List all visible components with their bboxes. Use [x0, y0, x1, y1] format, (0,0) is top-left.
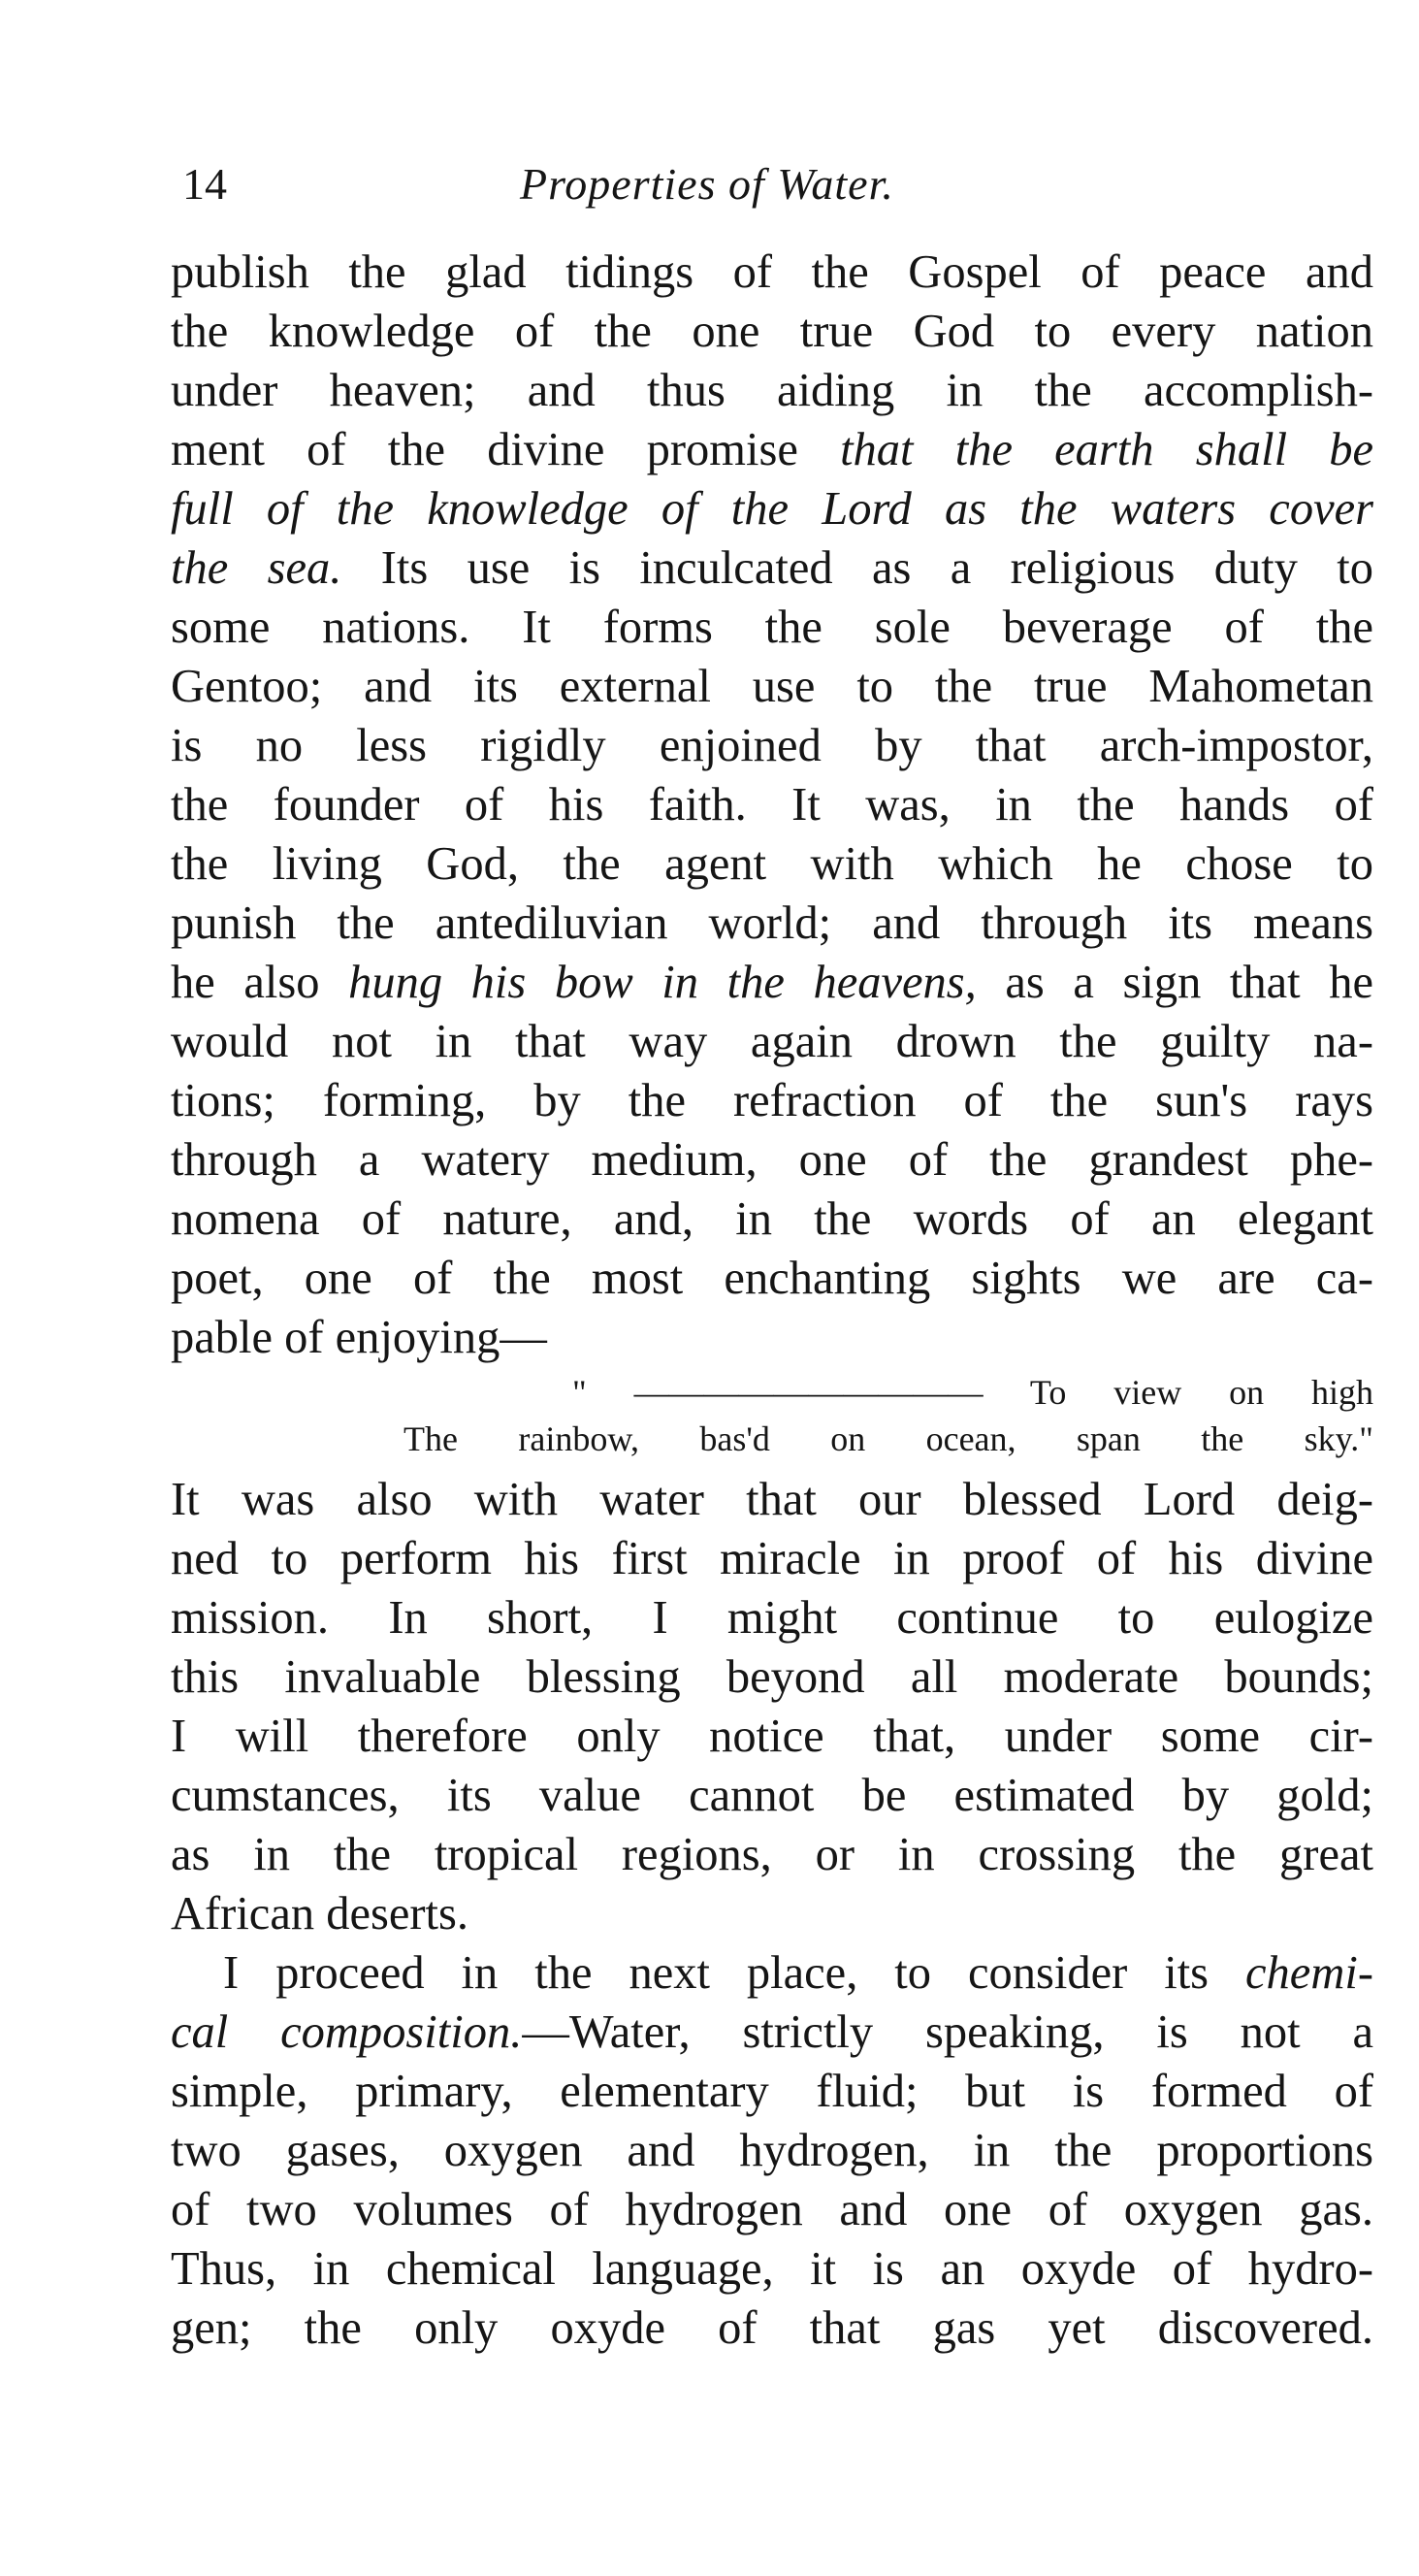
- text-line: Thus, in chemical language, it is an oxyde of hydro-: [171, 2243, 1373, 2295]
- text-line: [171, 2003, 1373, 2062]
- text-span: —Water, strictly speaking, is not a: [522, 2006, 1373, 2058]
- italic-text: hung his bow in the heavens,: [348, 957, 977, 1008]
- text-line: [171, 479, 1373, 538]
- text-line: some nations. It forms the sole beverage of the: [171, 602, 1373, 653]
- text-span: ment of the divine promise: [171, 424, 798, 475]
- text-line: the living God, the agent with which he chose to: [171, 838, 1373, 890]
- text-line: pable of enjoying—: [171, 1312, 547, 1363]
- text-line: [171, 538, 1373, 598]
- text-line: ned to perform his first miracle in proof of his divine: [171, 1533, 1373, 1584]
- running-title: Properties of Water.: [520, 159, 894, 209]
- text-line: through a watery medium, one of the grandest phe-: [171, 1134, 1373, 1186]
- verse-line: " —————————— To view on high: [572, 1373, 1373, 1412]
- text-line: It was also with water that our blessed Lord deig-: [171, 1474, 1373, 1525]
- verse-quotation: [171, 1369, 1373, 1462]
- text-span: Its use is inculcated as a religious duty to: [380, 542, 1373, 594]
- text-line: gen; the only oxyde of that gas yet discovered.: [171, 2302, 1373, 2354]
- text-line: as in the tropical regions, or in crossing the great: [171, 1829, 1373, 1880]
- text-line: Gentoo; and its external use to the true Mahometan: [171, 661, 1373, 712]
- text-line: would not in that way again drown the guilty na-: [171, 1016, 1373, 1067]
- italic-text: the sea.: [171, 542, 342, 594]
- text-line: is no less rigidly enjoined by that arch-impostor,: [171, 720, 1373, 771]
- text-line: cumstances, its value cannot be estimated by gold;: [171, 1770, 1373, 1821]
- body-text: [171, 243, 1373, 2358]
- italic-text: cal composition.: [171, 2006, 523, 2058]
- italic-text: full of the knowledge of the Lord as the waters cover: [171, 483, 1373, 535]
- text-span: he also: [171, 957, 320, 1008]
- verse-line: The rainbow, bas'd on ocean, span the sky.": [403, 1419, 1373, 1458]
- text-span: I proceed in the next place, to consider its: [223, 1947, 1209, 1999]
- text-line: African deserts.: [171, 1888, 469, 1940]
- text-line: poet, one of the most enchanting sights we are ca-: [171, 1253, 1373, 1304]
- text-line: the founder of his faith. It was, in the hands of: [171, 779, 1373, 831]
- text-line: [171, 1943, 1373, 2003]
- text-span: as a sign that he: [1005, 957, 1373, 1008]
- italic-text: chemi-: [1245, 1947, 1373, 1999]
- text-line: mission. In short, I might continue to eulogize: [171, 1592, 1373, 1644]
- text-line: I will therefore only notice that, under some cir-: [171, 1711, 1373, 1762]
- running-head: [171, 146, 1373, 223]
- book-page: [171, 146, 1373, 2358]
- page-number: 14: [182, 159, 227, 209]
- text-line: tions; forming, by the refraction of the sun's rays: [171, 1075, 1373, 1126]
- text-line: under heaven; and thus aiding in the accomplish-: [171, 365, 1373, 416]
- text-line: this invaluable blessing beyond all moderate bounds;: [171, 1651, 1373, 1703]
- text-line: the knowledge of the one true God to every nation: [171, 306, 1373, 357]
- italic-text: that the earth shall be: [840, 424, 1373, 475]
- text-line: punish the antediluvian world; and through its means: [171, 897, 1373, 949]
- text-line: publish the glad tidings of the Gospel of peace and: [171, 246, 1373, 298]
- text-line: nomena of nature, and, in the words of an elegant: [171, 1193, 1373, 1245]
- text-line: simple, primary, elementary fluid; but is formed of: [171, 2066, 1373, 2117]
- text-line: of two volumes of hydrogen and one of oxygen gas.: [171, 2184, 1373, 2235]
- text-line: [171, 953, 1373, 1012]
- text-line: two gases, oxygen and hydrogen, in the proportions: [171, 2125, 1373, 2176]
- text-line: [171, 420, 1373, 479]
